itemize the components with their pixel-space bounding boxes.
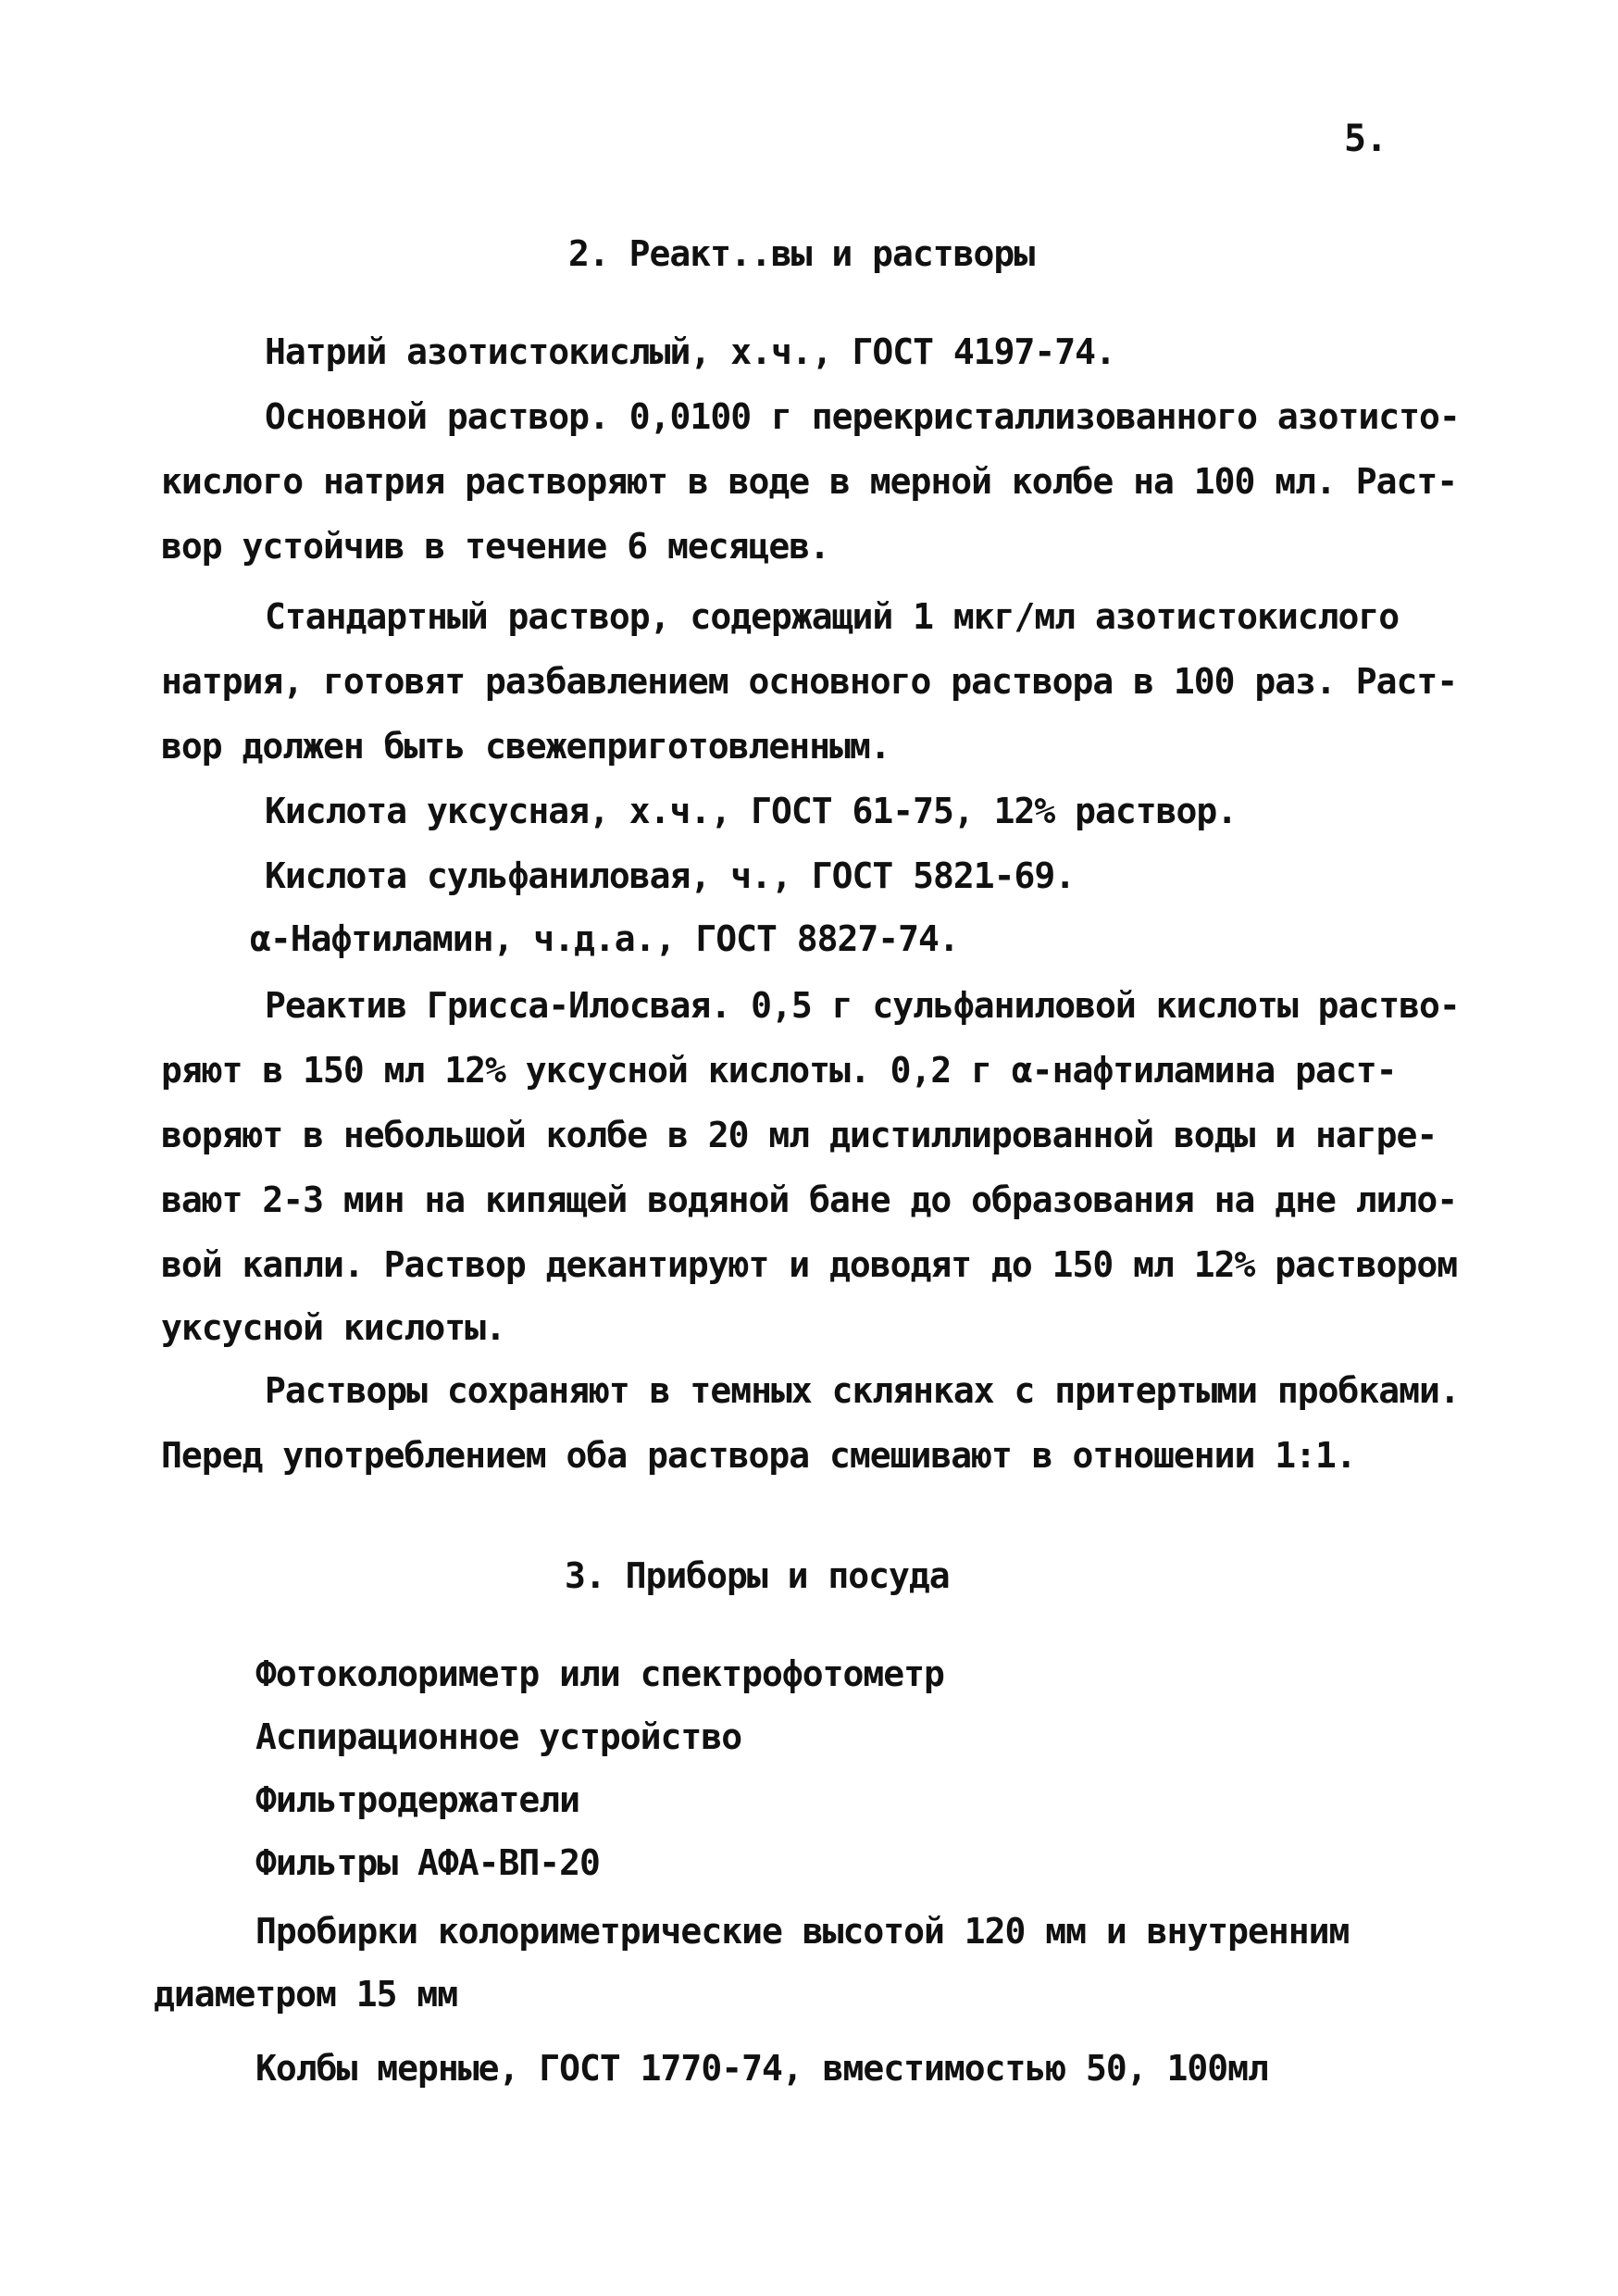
s2-line-2: Основной раствор. 0,0100 г перекристаллизованного азотисто- xyxy=(265,396,1460,437)
s3-line-2: Аспирационное устройство xyxy=(255,1716,742,1757)
s3-line-4: Фильтры АФА-ВП-20 xyxy=(255,1842,600,1883)
s2-line-4: вор устойчив в течение 6 месяцев. xyxy=(161,526,829,567)
section-3-heading: 3. Приборы и посуда xyxy=(565,1555,950,1596)
s2-line-13: воряют в небольшой колбе в 20 мл дистиллированной воды и нагре- xyxy=(161,1115,1438,1155)
s3-line-6: диаметром 15 мм xyxy=(154,1974,458,2015)
s3-line-3: Фильтродержатели xyxy=(255,1779,580,1820)
section-2-heading: 2. Реакт..вы и растворы xyxy=(568,233,1035,274)
s2-line-8: Кислота уксусная, х.ч., ГОСТ 61-75, 12% раствор. xyxy=(265,791,1238,831)
s2-line-7: вор должен быть свежеприготовленным. xyxy=(161,726,890,767)
s3-line-5: Пробирки колориметрические высотой 120 мм и внутренним xyxy=(255,1911,1350,1952)
s2-line-16: уксусной кислоты. xyxy=(161,1307,505,1348)
s2-line-18: Перед употреблением оба раствора смешивают в отношении 1:1. xyxy=(161,1435,1356,1476)
s3-line-7: Колбы мерные, ГОСТ 1770-74, вместимостью 50, 100мл xyxy=(255,2048,1268,2089)
s2-line-3: кислого натрия растворяют в воде в мерной колбе на 100 мл. Раст- xyxy=(161,461,1458,502)
s2-line-10: α-Нафтиламин, ч.д.а., ГОСТ 8827-74. xyxy=(250,918,959,959)
s2-line-12: ряют в 150 мл 12% уксусной кислоты. 0,2 г α-нафтиламина раст- xyxy=(161,1050,1397,1091)
s3-line-1: Фотоколориметр или спектрофотометр xyxy=(255,1653,944,1694)
page-number: 5. xyxy=(1344,118,1388,160)
s2-line-5: Стандартный раствор, содержащий 1 мкг/мл азотистокислого xyxy=(265,596,1400,637)
s2-line-6: натрия, готовят разбавлением основного раствора в 100 раз. Раст- xyxy=(161,661,1458,702)
s2-line-9: Кислота сульфаниловая, ч., ГОСТ 5821-69. xyxy=(265,855,1076,896)
s2-line-15: вой капли. Раствор декантируют и доводят до 150 мл 12% раствором xyxy=(161,1244,1458,1285)
s2-line-14: вают 2-3 мин на кипящей водяной бане до образования на дне лило- xyxy=(161,1179,1458,1220)
s2-line-1: Натрий азотистокислый, х.ч., ГОСТ 4197-74. xyxy=(265,331,1115,372)
s2-line-11: Реактив Грисса-Илосвая. 0,5 г сульфаниловой кислоты раство- xyxy=(265,985,1460,1026)
s2-line-17: Растворы сохраняют в темных склянках с притертыми пробками. xyxy=(265,1370,1460,1411)
